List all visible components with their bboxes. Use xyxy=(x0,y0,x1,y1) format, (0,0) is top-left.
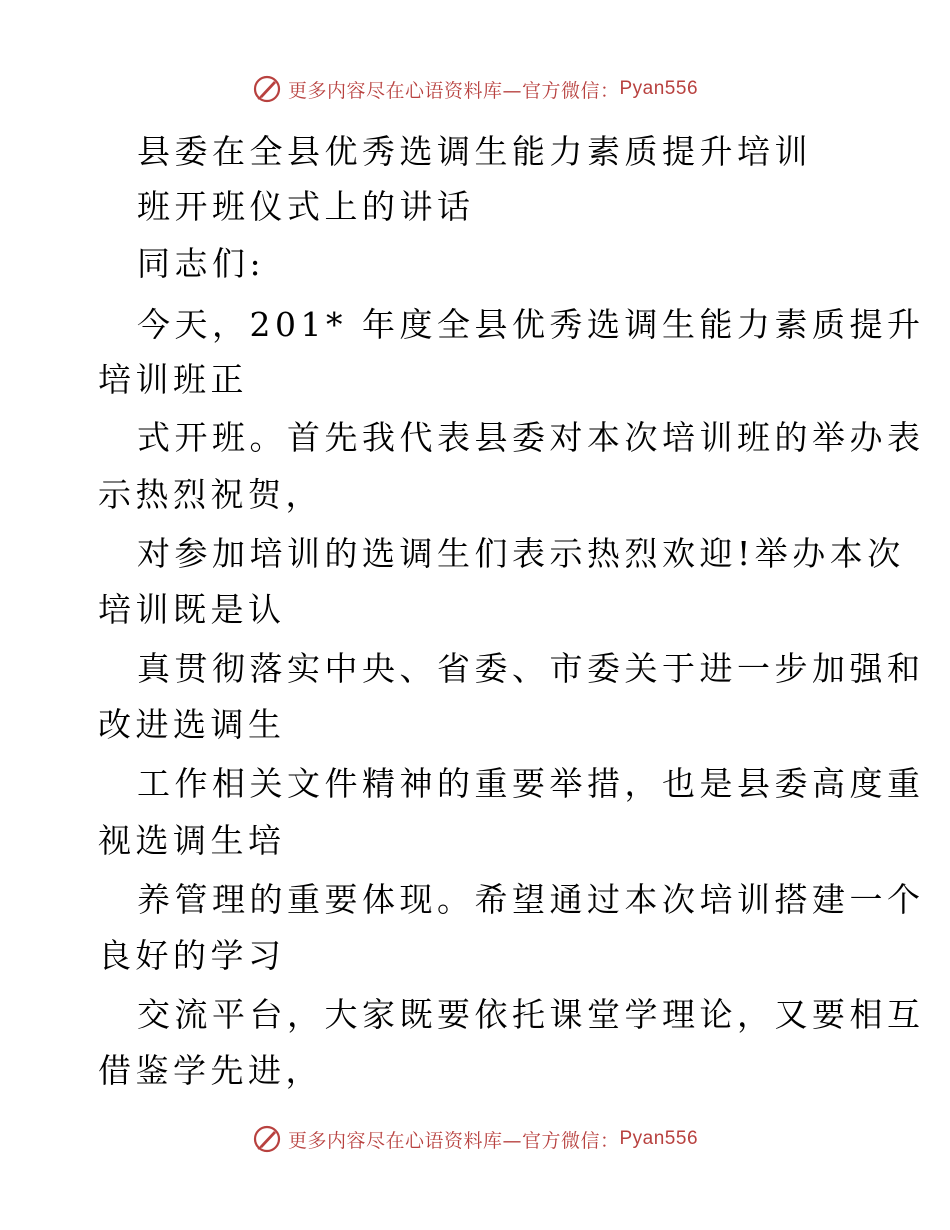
salutation: 同志们: xyxy=(137,244,266,283)
body-line: 良好的学习 xyxy=(98,936,286,975)
body-line: 借鉴学先进， xyxy=(98,1051,323,1090)
banner-text: 更多内容尽在心语资料库—官方微信： xyxy=(287,79,620,102)
footer-banner xyxy=(0,1124,950,1154)
title-line-1: 县委在全县优秀选调生能力素质提升培训 xyxy=(137,132,812,171)
quill-logo-icon xyxy=(252,1124,282,1154)
body-line: 工作相关文件精神的重要举措，也是县委高度重 xyxy=(137,764,925,803)
body-line: 培训班正 xyxy=(98,360,248,399)
banner-wechat-id: Pyan556 xyxy=(619,1128,699,1149)
header-banner xyxy=(0,74,950,104)
body-line: 对参加培训的选调生们表示热烈欢迎!举办本次 xyxy=(137,534,905,573)
body-line: 视选调生培 xyxy=(98,821,286,860)
body-line: 式开班。首先我代表县委对本次培训班的举办表 xyxy=(137,418,925,457)
body-line: 真贯彻落实中央、省委、市委关于进一步加强和 xyxy=(137,649,925,688)
quill-logo-icon xyxy=(252,74,282,104)
body-line: 今天，201* 年度全县优秀选调生能力素质提升 xyxy=(137,305,925,344)
body-line: 交流平台，大家既要依托课堂学理论，又要相互 xyxy=(137,995,925,1034)
body-line: 改进选调生 xyxy=(98,705,286,744)
title-line-2: 班开班仪式上的讲话 xyxy=(137,187,475,226)
banner-wechat-id: Pyan556 xyxy=(619,78,699,99)
body-line: 养管理的重要体现。希望通过本次培训搭建一个 xyxy=(137,880,925,919)
body-line: 培训既是认 xyxy=(98,590,286,629)
banner-text: 更多内容尽在心语资料库—官方微信： xyxy=(287,1129,620,1152)
body-line: 示热烈祝贺， xyxy=(98,475,323,514)
